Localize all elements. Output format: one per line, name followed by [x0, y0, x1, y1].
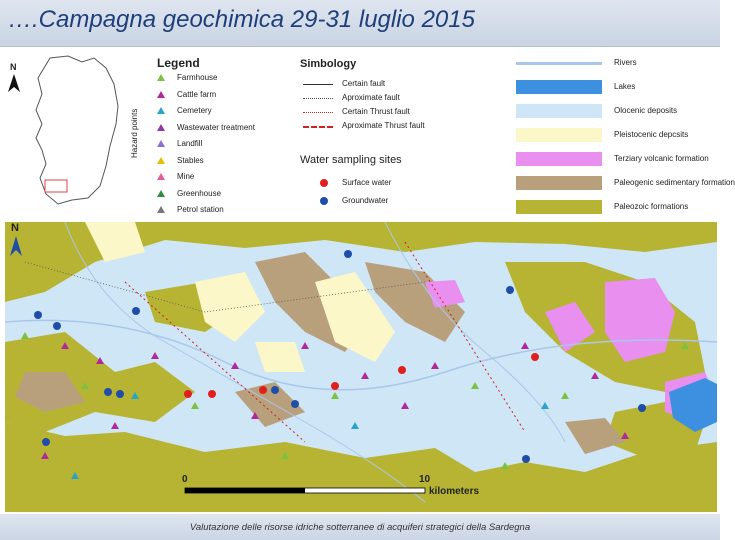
fault-line-0: [303, 84, 333, 85]
legend-marker-5: [157, 157, 165, 164]
formation-label: Pleistocenic depcsits: [614, 130, 689, 139]
formation-swatch-3: [516, 128, 602, 142]
formation-label: Terziary volcanic formation: [614, 154, 709, 163]
legend-marker-3: [157, 124, 165, 131]
scale-end: 10: [419, 474, 431, 485]
water-label: Surface water: [342, 178, 392, 187]
legend-item-label: Landfill: [177, 139, 203, 148]
formation-label: Olocenic deposits: [614, 106, 678, 115]
legend-marker-6: [157, 173, 165, 180]
legend-marker-0: [157, 74, 165, 81]
map-north-label: N: [11, 222, 19, 234]
legend-item-label: Greenhouse: [177, 188, 222, 198]
formation-swatch-2: [516, 104, 602, 118]
legend-item-label: Farmhouse: [177, 73, 218, 82]
fault-line-3: [303, 126, 333, 128]
formation-label: Lakes: [614, 82, 636, 91]
legend-marker-1: [157, 91, 165, 98]
legend-marker-8: [157, 206, 165, 213]
fault-label: Aproximate fault: [342, 93, 400, 102]
legend-item-label: Stables: [177, 155, 204, 165]
formation-swatch-6: [516, 200, 602, 214]
simbology-heading: Simbology: [300, 58, 357, 70]
slide-title: ….Campagna geochimica 29-31 luglio 2015: [8, 6, 475, 33]
legend-marker-2: [157, 107, 165, 114]
formation-swatch-5: [516, 176, 602, 190]
legend-marker-4: [157, 140, 165, 147]
scale-start: 0: [182, 474, 188, 485]
legend-heading: Legend: [157, 56, 200, 70]
scale-unit: kilometers: [429, 486, 480, 497]
hazard-points-label: Hazard points: [130, 108, 139, 158]
title-bar: [0, 0, 720, 47]
fault-label: Aproximate Thrust fault: [342, 121, 425, 130]
legend-item-label: Mine: [177, 172, 195, 181]
legend-item-label: Cattle farm: [177, 89, 217, 99]
footer-text: Valutazione delle risorse idriche sotterranee di acquiferi strategici della Sardegna: [189, 522, 531, 533]
formation-swatch-1: [516, 80, 602, 94]
north-label: N: [10, 62, 17, 72]
fault-line-1: [303, 98, 333, 99]
water-sampling-heading: Water sampling sites: [300, 154, 402, 166]
formation-label: Rivers: [614, 58, 637, 67]
legend-item-label: Cemetery: [177, 106, 212, 115]
geological-map: [5, 222, 717, 512]
formation-label: Paleogenic sedimentary formation: [614, 178, 735, 187]
water-marker-1: [320, 197, 328, 205]
fault-label: Certain Thrust fault: [342, 107, 410, 116]
fault-label: Certain fault: [342, 79, 386, 88]
formation-label: Paleozoic formations: [614, 202, 689, 211]
north-arrow-icon: [7, 74, 21, 94]
footer-bar: [0, 514, 720, 540]
legend-item-label: Wastewater treatment: [177, 122, 255, 132]
water-label: Groundwater: [342, 196, 389, 205]
formation-swatch-4: [516, 152, 602, 166]
fault-line-2: [303, 112, 333, 113]
map-canvas: [5, 222, 717, 512]
formation-swatch-0: [516, 62, 602, 65]
water-marker-0: [320, 179, 328, 187]
legend-marker-7: [157, 190, 165, 197]
legend-item-label: Petrol station: [177, 205, 224, 214]
inset-map: [2, 54, 152, 214]
